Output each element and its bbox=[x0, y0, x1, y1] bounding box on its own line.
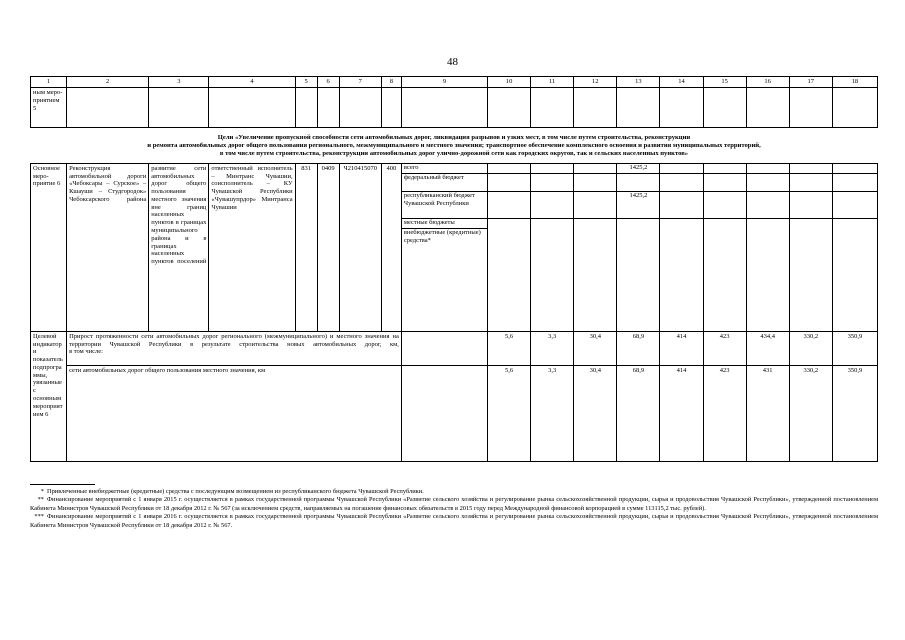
indicator-1-value: 330,2 bbox=[789, 331, 832, 365]
indicator-1-value: 30,4 bbox=[574, 331, 617, 365]
value-local bbox=[617, 219, 660, 228]
indicator-1-value: 434,4 bbox=[746, 331, 789, 365]
source-federal: федеральный бюджет bbox=[402, 174, 487, 192]
indicator-1-text bbox=[67, 331, 402, 365]
goal-line-3: в том числе путем строительства, реконструкции автомобильных дорог улично-дорожной сети как городских округов, так и сельских населенных пунктов» bbox=[219, 150, 689, 158]
column-number-row bbox=[31, 77, 878, 88]
footnote-text: Финансирование мероприятий с 1 января 2016 г. осуществляется в рамках государственной программы Чувашской Республики «Развитие сельского хозяйства и регулирование рынка сельскохозяйственной продукции, сырья и продовольствия Чувашской Республики», утвержденной постановлением Кабинета Министров Чувашской Республики от 18 декабря 2012 г. № 567. bbox=[30, 513, 878, 529]
indicator-2-value: 330,2 bbox=[789, 365, 832, 461]
source-republic: республиканский бюджет Чувашской Республики bbox=[402, 192, 487, 219]
footnotes bbox=[30, 488, 878, 530]
event-6-code-type: 400 bbox=[381, 163, 401, 331]
column-number: 4 bbox=[209, 77, 295, 88]
indicator-2-value: 431 bbox=[746, 365, 789, 461]
footnote-text: Привлеченные внебюджетные (кредитные) средства с последующим возмещением из республиканского бюджета Чувашской Республики. bbox=[47, 488, 424, 495]
footnote-1 bbox=[30, 488, 878, 496]
indicator-row-1 bbox=[31, 331, 878, 365]
footnote-separator bbox=[30, 484, 95, 485]
indicator-2-value: 5,6 bbox=[488, 365, 531, 461]
carryover-row bbox=[31, 88, 878, 128]
indicator-2-value: 3,3 bbox=[531, 365, 574, 461]
event-6-label: Основное меро-приятие 6 bbox=[31, 163, 67, 331]
event-6-code-grbs: 831 bbox=[295, 163, 317, 331]
column-number: 1 bbox=[31, 77, 67, 88]
column-number: 15 bbox=[703, 77, 746, 88]
value-republic: 1425,2 bbox=[617, 192, 660, 219]
indicator-2-value: 30,4 bbox=[574, 365, 617, 461]
column-number: 7 bbox=[339, 77, 381, 88]
column-number: 11 bbox=[531, 77, 574, 88]
indicator-2-value: 68,9 bbox=[617, 365, 660, 461]
indicator-1-value: 423 bbox=[703, 331, 746, 365]
event-6-name: Реконструкция автомобильной дороги «Чебоксары – Сурское» – Кшауши – Студгородок» Чебоксарского района bbox=[67, 163, 149, 331]
column-number: 13 bbox=[617, 77, 660, 88]
value-total: 1425,2 bbox=[617, 164, 660, 174]
indicator-1-label: Прирост протяженности сети автомобильных дорог регионального (межмуниципального) и местного значения на территории Чувашской Республики в результате строительства новых автомобильных дорог, км, bbox=[69, 332, 399, 348]
source-extrabudget: внебюджетные (кредитные) средства* bbox=[403, 228, 481, 244]
source-local: местные бюджеты bbox=[402, 219, 487, 229]
column-number: 12 bbox=[574, 77, 617, 88]
year-col-13 bbox=[617, 163, 660, 331]
page-number: 48 bbox=[447, 56, 458, 68]
program-table bbox=[30, 76, 878, 462]
carryover-label: ным меро-приятием 5 bbox=[31, 88, 67, 128]
indicator-1-value: 68,9 bbox=[617, 331, 660, 365]
footnote-text: Финансирование мероприятий с 1 января 2015 г. осуществляется в рамках государственной программы Чувашской Республики «Развитие сельского хозяйства и регулирование рынка сельскохозяйственной продукции, сырья и продовольствия Чувашской Республики», утвержденной постановлением Кабинета Министров Чувашской Республики от 18 декабря 2012 г. № 567 (за исключением средств, направляемых на погашение финансовых обязательств в 2015 году перед Международной финансовой корпорацией в сумме 113115,2 тыс. рублей). bbox=[30, 496, 878, 512]
goal-line-2: и ремонта автомобильных дорог общего пользования регионального, межмуниципального и местного значения; транспортное обеспечение комплексного освоения и развития муниципальных территорий, bbox=[147, 142, 761, 150]
column-number: 3 bbox=[149, 77, 209, 88]
footnote-mark: *** bbox=[34, 513, 44, 521]
column-number: 2 bbox=[67, 77, 149, 88]
column-number: 14 bbox=[660, 77, 703, 88]
footnote-mark: * bbox=[40, 488, 44, 495]
indicator-2-value: 414 bbox=[660, 365, 703, 461]
indicator-2-value: 423 bbox=[703, 365, 746, 461]
goal-row bbox=[31, 128, 878, 164]
column-number: 6 bbox=[317, 77, 339, 88]
indicator-row-2 bbox=[31, 365, 878, 461]
funding-sources bbox=[401, 163, 487, 331]
column-number: 5 bbox=[295, 77, 317, 88]
footnote-2 bbox=[30, 496, 878, 513]
event-6-code-target: Ч210415070 bbox=[339, 163, 381, 331]
indicator-2-label: сети автомобильных дорог общего пользования местного значения, км bbox=[67, 365, 402, 461]
indicator-1-value: 5,6 bbox=[488, 331, 531, 365]
indicator-label: Целевой индикатор и показатель подпрограммы, увязанные с основным мероприятием 6 bbox=[31, 331, 67, 461]
goal-line-1: Цели «Увеличение пропускной способности сети автомобильных дорог, ликвидация разрывов и узких мест, в том числе путем строительства, реконструкции bbox=[217, 134, 691, 141]
indicator-1-value: 414 bbox=[660, 331, 703, 365]
column-number: 10 bbox=[488, 77, 531, 88]
column-number: 8 bbox=[381, 77, 401, 88]
indicator-1-value: 350,9 bbox=[832, 331, 877, 365]
footnote-3 bbox=[30, 513, 878, 530]
source-total: всего bbox=[402, 164, 487, 174]
value-federal bbox=[617, 174, 660, 192]
event-6-code-section: 0409 bbox=[317, 163, 339, 331]
indicator-1-value: 3,3 bbox=[531, 331, 574, 365]
event-6-executor: ответственный исполнитель – Минтранс Чувашии, соисполнитель – КУ Чувашской Республики «Чувашупрдор» Минтранса Чувашии bbox=[209, 163, 295, 331]
column-number: 17 bbox=[789, 77, 832, 88]
indicator-2-value: 350,9 bbox=[832, 365, 877, 461]
column-number: 18 bbox=[832, 77, 877, 88]
goal-heading bbox=[31, 128, 878, 164]
event-6-row bbox=[31, 163, 878, 331]
event-6-purpose: развитие сети автомобильных дорог общего пользования местного значения вне границ населенных пунктов в границах муниципального района и в границах населенных пунктов поселений bbox=[149, 163, 209, 331]
indicator-1-sub: в том числе: bbox=[69, 348, 103, 356]
column-number: 16 bbox=[746, 77, 789, 88]
footnote-mark: ** bbox=[37, 496, 44, 504]
column-number: 9 bbox=[401, 77, 487, 88]
